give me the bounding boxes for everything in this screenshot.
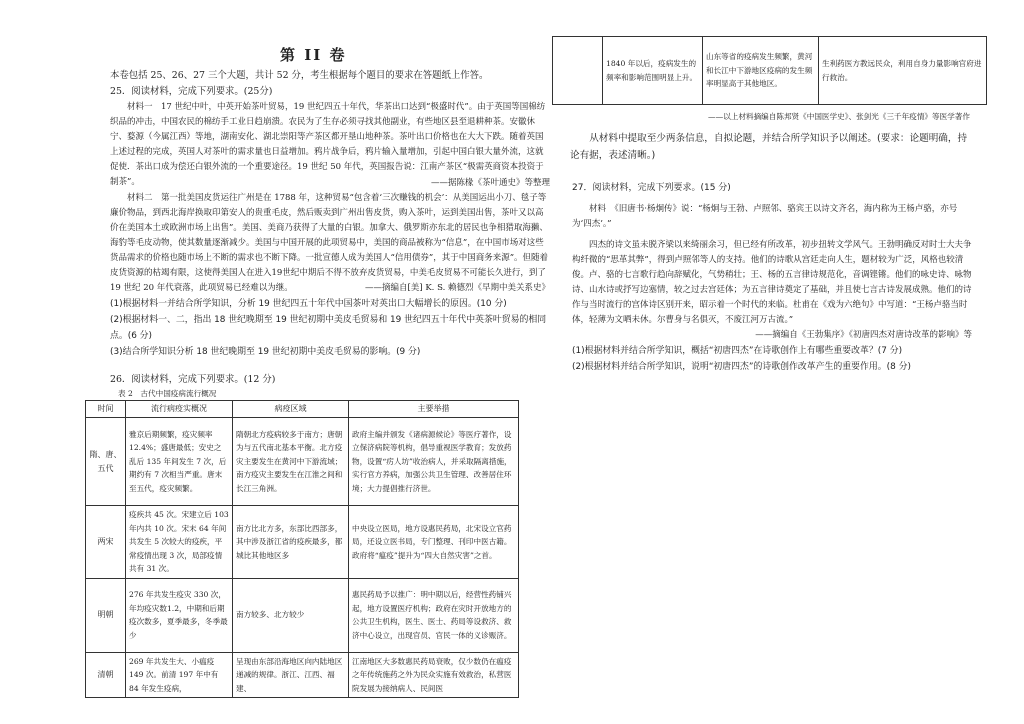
row-overview: 雅京后期频繁，疫灾频率 12.4%；盛唐最低；安史之乱后 135 年间发生 7 次，后期约有 7 次相当严重。唐末至五代，疫灾频繁。 bbox=[126, 418, 233, 506]
table-header-time: 时间 bbox=[86, 401, 126, 418]
row-overview: 276 年共发生疫灾 330 次，年均疫灾数1.2，中期和后期疫次数多，夏季最多，冬季最少 bbox=[126, 578, 233, 652]
row-era: 隋、唐、五代 bbox=[86, 418, 126, 506]
q27-material-source: ——摘编自《王勃集序》《初唐四杰对唐诗改革的影响》等 bbox=[755, 330, 972, 340]
row-region: 南方比北方多，东部比西部多，其中涉及浙江省的疫疾最多，都城比其他地区多 bbox=[233, 506, 349, 579]
q25-material-2-source: ——摘编自[美] K. S. 赖德烈《早期中美关系史》 bbox=[364, 283, 550, 293]
table-header-row bbox=[86, 401, 519, 418]
epidemic-table-continued bbox=[552, 36, 987, 105]
q27-sub-2: (2)根据材料并结合所学知识，说明“初唐四杰”的诗歌创作改革产生的重要作用。(8 分) bbox=[572, 362, 911, 372]
row-overview: 疫疾共 45 次。宋建立后 103 年内共 10 次。宋末 64 年间共发生 5 次较大的疫疾，平常疫情出现 3 次，局部疫情共有 31 次。 bbox=[126, 506, 233, 579]
row-region: 南方较多、北方较少 bbox=[233, 578, 349, 652]
row-measures: 惠民药局予以推广：明中期以后，经营性药铺兴起，地方设置医疗机构；政府在灾时开放地方的公共卫生机构，医生、医士、药局等设救济、救济中心设立，出现官员、官民一体的义诊赈济。 bbox=[349, 578, 519, 652]
row-overview: 269 年共发生大、小瘟疫 149 次。前清 197 年中有 84 年发生疫病， bbox=[126, 652, 233, 698]
q26-table-caption: 表 2 古代中国疫病流行概况 bbox=[118, 389, 217, 398]
q26-task: 从材料中提取至少两条信息，自拟论题，并结合所学知识予以阐述。(要求：论题明确，持论有据，表述清晰。) bbox=[570, 133, 968, 161]
row-region: 呈现由东部沿海地区向内陆地区递减的规律。浙江、江西、福建、 bbox=[233, 652, 349, 698]
q25-material-2: 材料二 第一批美国皮货运往广州是在 1788 年，这种贸易“包含着‘三次赚钱的机会’：从美国运出小刀、毯子等廉价物品，到西北海岸换取印第安人的贵重毛皮，然后贩卖到广州出售皮货，购入茶叶，运到美国出售，茶叶又以高价在美国本土或欧洲市场上出售”。美国、美商乃获得了大量的白银。加拿大、俄罗斯亦东北的居民也争相猎取海獭、海豹等毛皮动物，使其数量逐渐减少。美国与中国开展的此项贸易中，美国的商品被称为“信息”，在中国市场对这些货品需求的价格也随市场上不断的需求也不断下降。一批宣德人成为美国人“信用债券”，其于中国商务来源”。但随着皮货资源的枯竭有限，这使得美国人在进入19世纪中期后不得不放弃皮货贸易，中美毛皮贸易不可能长久进行，到了 19 世纪 20 年代衰落，此项贸易已经难以为继。 bbox=[110, 193, 549, 293]
q27-sub-1: (1)根据材料并结合所学知识，概括“初唐四杰”在诗歌创作上有哪些重要改革？(7 分) bbox=[572, 346, 903, 356]
q25-material-1-source: ——据陈椽《茶叶通史》等整理 bbox=[430, 178, 550, 188]
table-row bbox=[86, 652, 519, 698]
q26-source: ——以上材料摘编自陈邦贤《中国医学史》、张剑光《三千年疫情》等医学著作 bbox=[708, 112, 970, 121]
table-row bbox=[86, 506, 519, 579]
row-measures: 生利药医方教远民众，利用自身力量影响官府进行救治。 bbox=[819, 37, 987, 105]
table-header-overview: 流行病疫实概况 bbox=[126, 401, 233, 418]
question-27 bbox=[572, 180, 972, 375]
q25-sub-2: (2)根据材料一、二，指出 18 世纪晚期至 19 世纪初期中美皮毛贸易和 19 世纪四五十年代中英茶叶贸易的相同点。(6 分) bbox=[110, 315, 547, 341]
q27-heading: 27．阅读材料，完成下列要求。(15 分) bbox=[572, 183, 731, 193]
section-title: 第 II 卷 bbox=[280, 46, 347, 64]
table-row bbox=[86, 578, 519, 652]
q25-sub-1: (1)根据材料一并结合所学知识，分析 19 世纪四五十年代中国茶叶对英出口大幅增长的原因。(10 分) bbox=[110, 299, 507, 309]
q25-material-1: 材料一 17 世纪中叶，中英开始茶叶贸易，19 世纪四五十年代，华茶出口达到“极盛时代”。由于英国等国棉纺织品的冲击，中国农民的棉纺手工业日趋崩溃。农民为了生存必须寻找其他副业，有些地区县至退耕种茶。安徽休宁、婺源（今属江西）等地，湖南安化、湖北崇阳等产茶区都开垦山地种茶。茶叶出口价格也在大大下跌。随着英国上述过程的完成，英国人对茶叶的需求量也日益增加。鸦片战争后，鸦片输入量增加，引起中国白银大量外流，这就促使．茶出口成为偿还白银外流的一个重要途径。19 世纪 50 年代，英国报告说：江南产茶区“极需英商资本投资于制茶”。 bbox=[110, 102, 546, 187]
table-row bbox=[553, 37, 987, 105]
row-era: 两宋 bbox=[86, 506, 126, 579]
row-overview: 1840 年以后，疫病发生的频率和影响范围明显上升。 bbox=[603, 37, 703, 105]
section-note: 本卷包括 25、26、27 三个大题，共计 52 分，考生根据每个题目的要求在答题纸上作答。 bbox=[110, 70, 489, 81]
q27-material-body: 四杰的诗文虽未脱齐梁以来绮丽余习，但已经有所改革，初步扭转文学风气。王勃明确反对时士大夫争构纤微的“思革其弊”，得到卢照邻等人的支持。他们的诗歌从宫廷走向人生，题材较为广泛，风格也较清俊。卢、骆的七言歌行趋向辞赋化，气势稍壮；王、杨的五言律诗规范化，音调铿锵。他们的咏史诗、咏物诗、山水诗或抒写边塞情，较之过去宫廷体；为五言律诗奠定了基础，并且使七言古诗发展成熟。他们的诗作与当时流行的宫体诗区别开来，昭示着一个时代的来临。杜甫在《戏为六绝句》中写道：“王杨卢骆当时体，轻薄为文哂未休。尔曹身与名俱灭，不废江河万古流。” bbox=[572, 240, 972, 325]
q26-heading: 26．阅读材料，完成下列要求。(12 分) bbox=[110, 374, 276, 385]
table-row bbox=[86, 418, 519, 506]
table-header-region: 病疫区域 bbox=[233, 401, 349, 418]
q27-material-intro: 材料 《旧唐书·杨炯传》说：“杨炯与王勃、卢照邻、骆宾王以诗文齐名，海内称为王杨卢骆，亦号为‘四杰’。” bbox=[572, 204, 958, 229]
row-era bbox=[553, 37, 603, 105]
epidemic-table bbox=[85, 400, 519, 698]
question-25 bbox=[110, 84, 550, 360]
row-measures: 政府主编并颁发《诸病源候论》等医疗著作，设立保济病院等机构，倡导重视医学教育；发放药物，设置“疠人坊”收治病人，并采取隔离措施，实行官方养病，加强公共卫生管理、改善居住环境；大力提倡推行济世。 bbox=[349, 418, 519, 506]
row-era: 明朝 bbox=[86, 578, 126, 652]
q25-heading: 25．阅读材料，完成下列要求。(25分) bbox=[110, 86, 273, 97]
row-region: 山东等省的疫病发生频繁，黄河和长江中下游地区疫病的发生频率明显高于其他地区。 bbox=[703, 37, 819, 105]
row-era: 清朝 bbox=[86, 652, 126, 698]
row-measures: 江南地区大多数惠民药局衰败，仅少数仍在瘟疫之年传统施药之外为民众实施有效救治，私营医院发展为接纳病人、民间医 bbox=[349, 652, 519, 698]
table-header-measures: 主要举措 bbox=[349, 401, 519, 418]
row-measures: 中央设立医局，地方设惠民药局，北宋设立官药局，还设立医书局，专门整理、刊印中医古籍。政府将“瘟疫”提升为“四大自然灾害”之首。 bbox=[349, 506, 519, 579]
row-region: 隋朝北方疫病较多于南方；唐朝为与五代南北基本平衡。北方疫灾主要发生在黄河中下游流域；南方疫灾主要发生在江淮之间和长江三角洲。 bbox=[233, 418, 349, 506]
q25-sub-3: (3)结合所学知识分析 18 世纪晚期至 19 世纪初期中美皮毛贸易的影响。(9 分) bbox=[110, 347, 421, 357]
